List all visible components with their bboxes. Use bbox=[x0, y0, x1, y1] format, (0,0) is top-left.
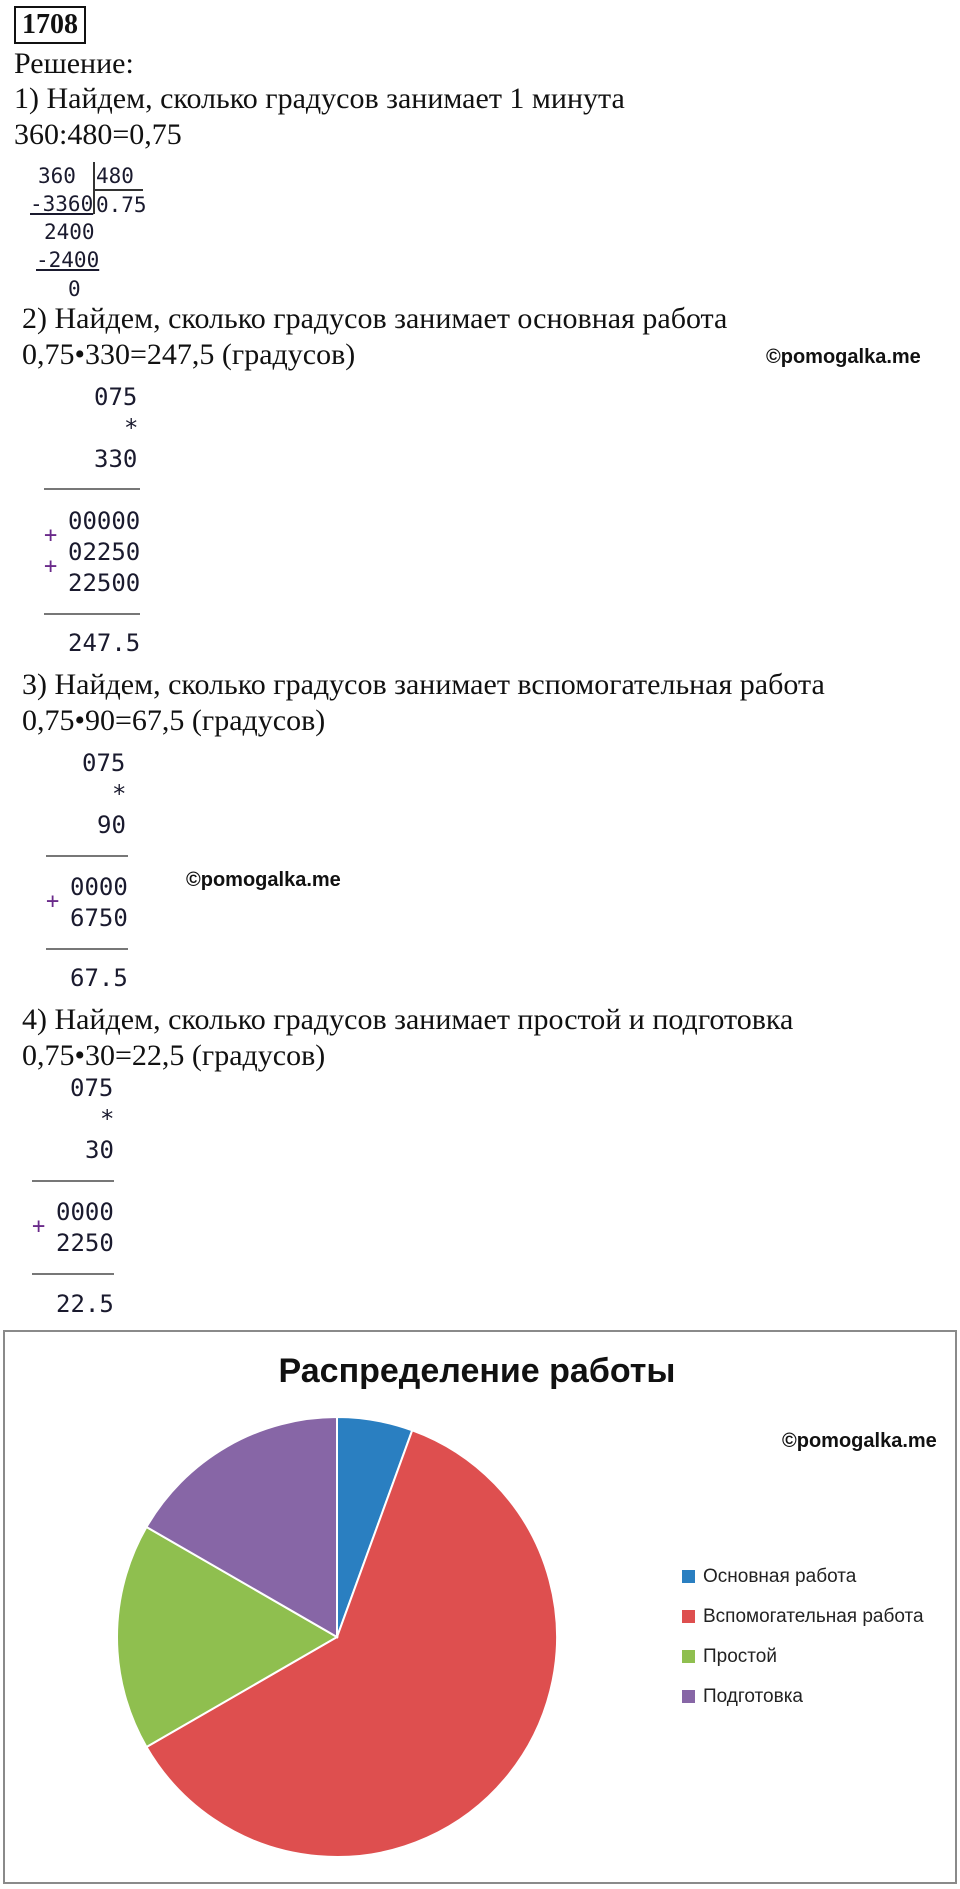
mult-partial-1: 0000 bbox=[70, 873, 128, 901]
chart-title: Распределение работы bbox=[278, 1352, 676, 1390]
solution-label: Решение: bbox=[14, 47, 134, 80]
division-subtrahend-2: -2400 bbox=[36, 248, 100, 272]
mult-factor-b: 90 bbox=[97, 811, 126, 839]
legend-swatch bbox=[682, 1650, 695, 1663]
plus-sign: + bbox=[32, 1214, 46, 1239]
step2-title: 2) Найдем, сколько градусов занимает основная работа bbox=[22, 302, 728, 335]
mult-partial-2: 2250 bbox=[56, 1229, 114, 1257]
mult-partial-2: 02250 bbox=[68, 538, 141, 566]
plus-sign: + bbox=[44, 554, 58, 579]
step3-formula: 0,75•90=67,5 (градусов) bbox=[22, 704, 326, 737]
division-subtrahend-1: -3360 bbox=[30, 192, 94, 216]
legend-item bbox=[682, 1566, 856, 1588]
mult-operator: * bbox=[124, 414, 139, 442]
legend-swatch bbox=[682, 1610, 695, 1623]
legend-swatch bbox=[682, 1570, 695, 1583]
division-remainder-1: 2400 bbox=[44, 220, 95, 244]
mult-result: 247.5 bbox=[68, 629, 141, 657]
legend-label: Основная работа bbox=[703, 1566, 857, 1587]
plus-sign: + bbox=[44, 523, 58, 548]
mult-factor-b: 30 bbox=[85, 1136, 114, 1164]
legend-label: Вспомогательная работа bbox=[703, 1606, 924, 1627]
step1-formula: 360:480=0,75 bbox=[14, 118, 182, 151]
division-quotient: 0.75 bbox=[96, 193, 147, 217]
legend-label: Простой bbox=[703, 1646, 777, 1667]
legend-item bbox=[682, 1686, 803, 1708]
problem-number: 1708 bbox=[14, 6, 86, 44]
mult-operator: * bbox=[112, 780, 127, 808]
plus-sign: + bbox=[46, 889, 60, 914]
watermark: ©pomogalka.me bbox=[782, 1430, 937, 1452]
step4-formula: 0,75•30=22,5 (градусов) bbox=[22, 1039, 326, 1072]
mult-partial-1: 0000 bbox=[56, 1198, 114, 1226]
step3-title: 3) Найдем, сколько градусов занимает вспомогательная работа bbox=[22, 668, 825, 701]
watermark: ©pomogalka.me bbox=[186, 869, 341, 891]
mult-factor-b: 330 bbox=[94, 445, 138, 473]
division-divisor: 480 bbox=[96, 164, 134, 188]
step2-formula: 0,75•330=247,5 (градусов) bbox=[22, 338, 356, 371]
mult-partial-2: 6750 bbox=[70, 904, 128, 932]
legend-item bbox=[682, 1606, 924, 1628]
mult-partial-1: 00000 bbox=[68, 507, 141, 535]
step4-title: 4) Найдем, сколько градусов занимает простой и подготовка bbox=[22, 1003, 794, 1036]
mult-result: 22.5 bbox=[56, 1290, 114, 1318]
watermark: ©pomogalka.me bbox=[766, 346, 921, 368]
mult-operator: * bbox=[100, 1105, 115, 1133]
division-remainder-2: 0 bbox=[68, 277, 81, 301]
step1-title: 1) Найдем, сколько градусов занимает 1 минута bbox=[14, 82, 625, 115]
mult-factor-a: 075 bbox=[82, 749, 126, 777]
division-dividend: 360 bbox=[38, 164, 76, 188]
mult-factor-a: 075 bbox=[94, 383, 138, 411]
mult-partial-3: 22500 bbox=[68, 569, 141, 597]
legend-item bbox=[682, 1646, 777, 1668]
mult-factor-a: 075 bbox=[70, 1074, 114, 1102]
legend-label: Подготовка bbox=[703, 1686, 804, 1707]
mult-result: 67.5 bbox=[70, 964, 128, 992]
legend-swatch bbox=[682, 1690, 695, 1703]
